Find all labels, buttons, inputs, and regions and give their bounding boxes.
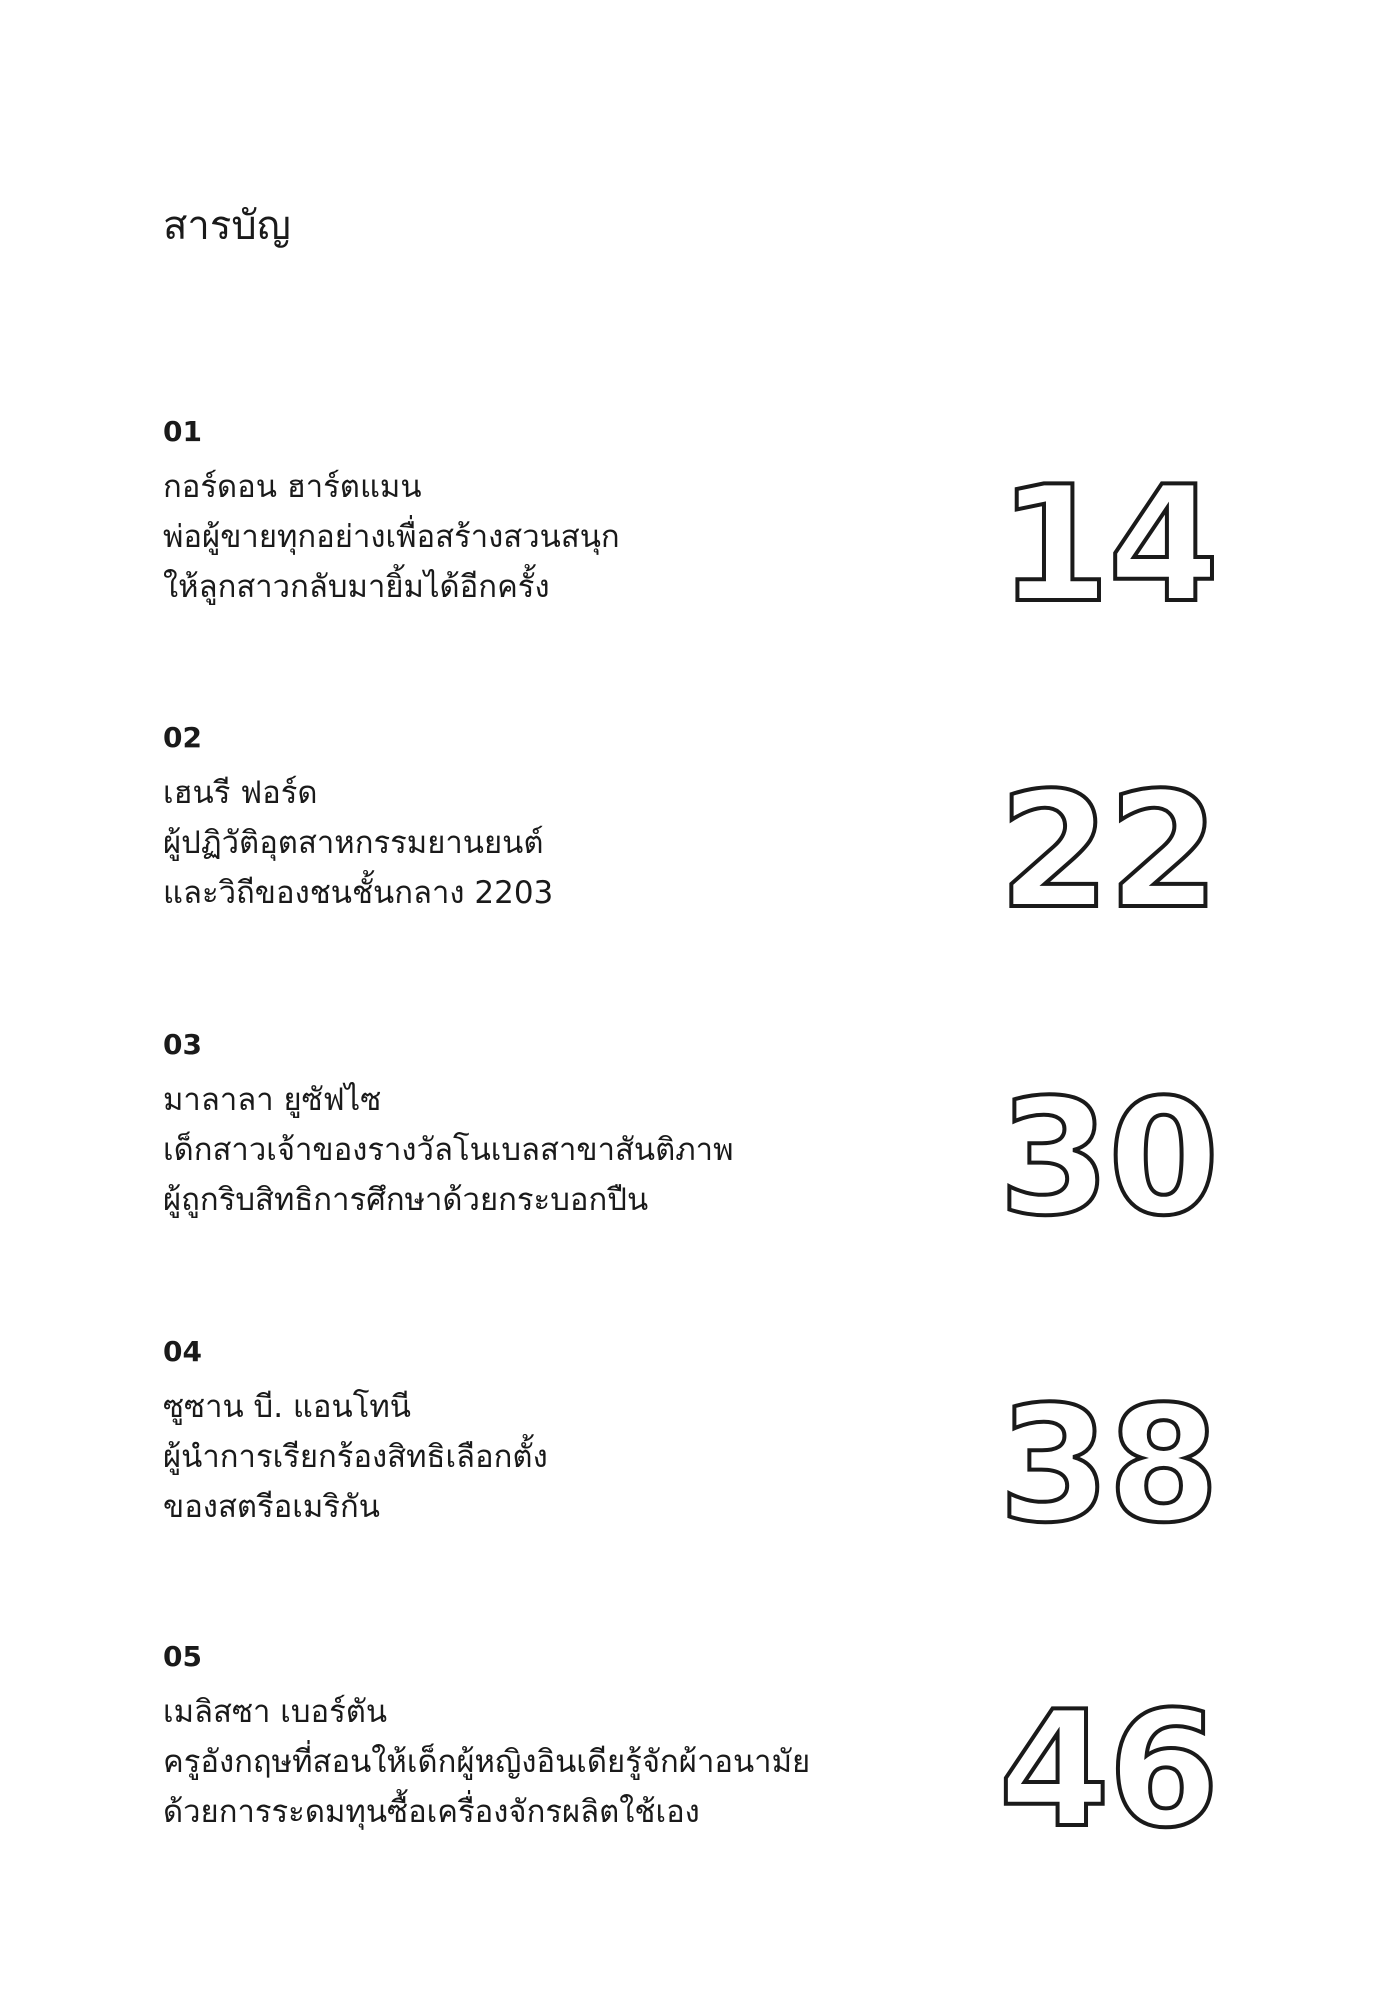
entry-page-number <box>938 1371 1318 1558</box>
toc-entry-01 <box>163 415 1218 648</box>
toc-entry-05 <box>163 1640 1218 1873</box>
entry-number: 02 <box>163 721 202 754</box>
entry-description: ของสตรีอเมริกัน <box>163 1489 380 1525</box>
entry-number: 05 <box>163 1640 202 1673</box>
entry-description: พ่อผู้ขายทุกอย่างเพื่อสร้างสวนสนุก <box>163 519 620 555</box>
entry-description: ครูอังกฤษที่สอนให้เด็กผู้หญิงอินเดียรู้จักผ้าอนามัย <box>163 1744 811 1780</box>
entry-page-number <box>938 1676 1318 1863</box>
entry-description: ด้วยการระดมทุนซื้อเครื่องจักรผลิตใช้เอง <box>163 1794 700 1830</box>
entry-description: ผู้ถูกริบสิทธิการศึกษาด้วยกระบอกปืน <box>163 1182 649 1218</box>
entry-description: และวิถีของชนชั้นกลาง 2203 <box>163 875 554 911</box>
entry-description: ให้ลูกสาวกลับมายิ้มได้อีกครั้ง <box>163 569 550 605</box>
entry-page-number <box>938 757 1318 944</box>
toc-entry-04 <box>163 1335 1218 1568</box>
entry-name: ซูซาน บี. แอนโทนี <box>163 1389 411 1425</box>
entry-page-number <box>938 451 1318 638</box>
entry-name: เฮนรี ฟอร์ด <box>163 775 318 811</box>
entry-name: กอร์ดอน ฮาร์ตแมน <box>163 469 422 505</box>
entry-page-number-text: 14 <box>998 451 1218 638</box>
entry-page-number-text: 38 <box>998 1371 1218 1558</box>
entry-name: มาลาลา ยูซัฟไซ <box>163 1082 382 1118</box>
entry-page-number-text: 22 <box>998 757 1218 944</box>
toc-entry-02 <box>163 721 1218 954</box>
entry-description: ผู้ปฏิวัติอุตสาหกรรมยานยนต์ <box>163 825 544 861</box>
entry-page-number-text: 30 <box>998 1064 1218 1251</box>
entry-page-number <box>938 1064 1318 1251</box>
entry-number: 04 <box>163 1335 202 1368</box>
page-title: สารบัญ <box>163 203 291 249</box>
entry-name: เมลิสซา เบอร์ตัน <box>163 1694 388 1730</box>
entry-number: 01 <box>163 415 202 448</box>
entry-page-number-text: 46 <box>998 1676 1218 1863</box>
entry-description: ผู้นำการเรียกร้องสิทธิเลือกตั้ง <box>163 1439 548 1475</box>
toc-entry-03 <box>163 1028 1218 1261</box>
entry-description: เด็กสาวเจ้าของรางวัลโนเบลสาขาสันติภาพ <box>163 1132 734 1168</box>
entry-number: 03 <box>163 1028 202 1061</box>
